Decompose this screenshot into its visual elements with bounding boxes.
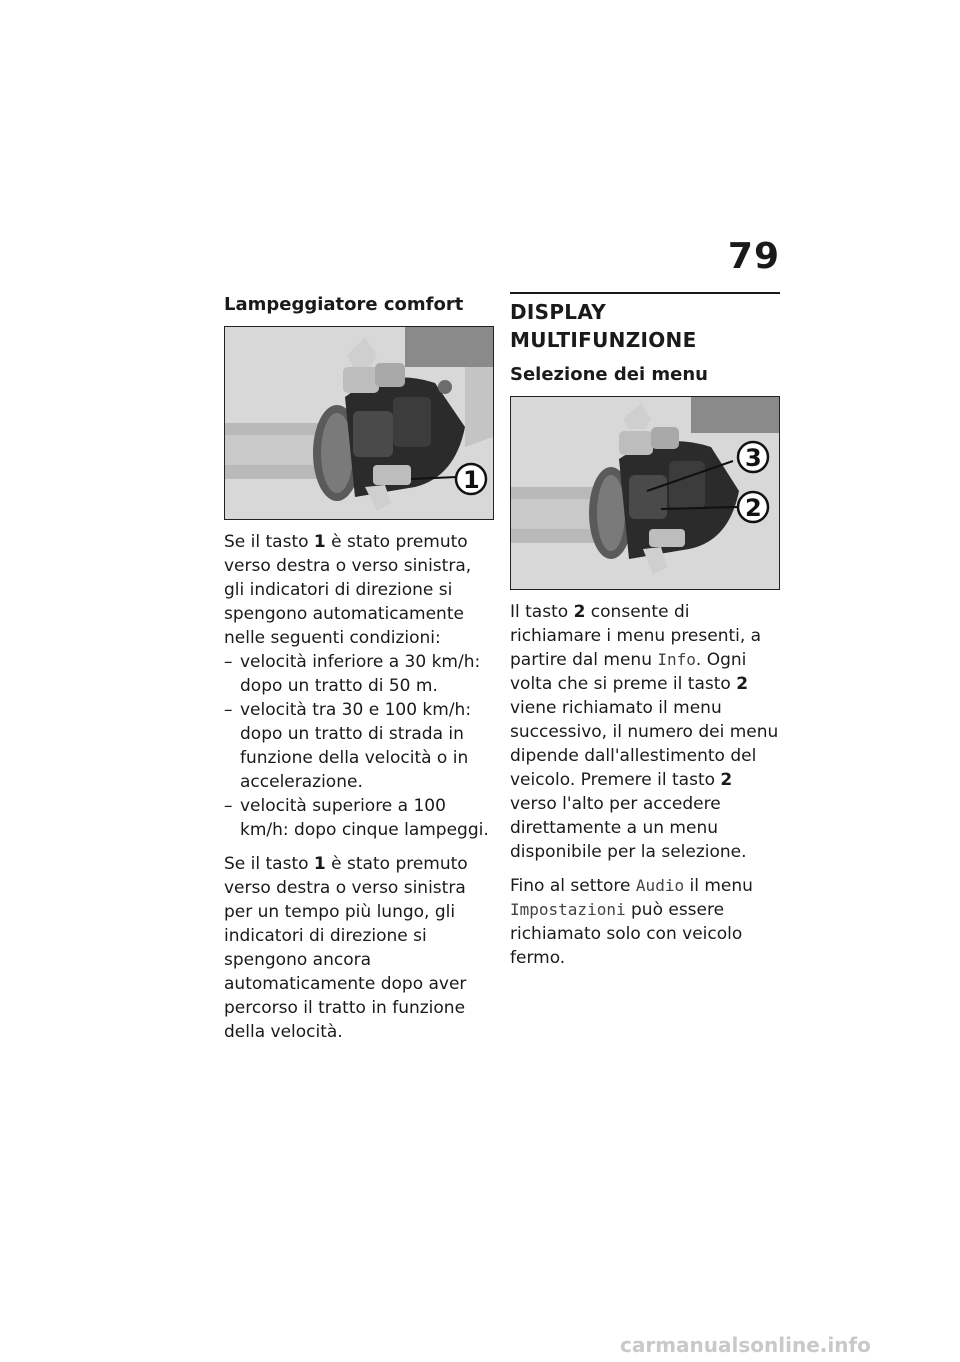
list-item: – velocità superiore a 100 km/h: dopo cinque lampeggi.: [224, 796, 489, 840]
footer-watermark: carmanualsonline.info: [620, 1333, 871, 1357]
heading-menu-selection: Selezione dei menu: [510, 364, 708, 385]
page-number: 79: [727, 236, 780, 277]
conditions-list: [224, 650, 494, 842]
paragraph-menu-button: Il tasto 2 consente di richiamare i menu presenti, a partire dal menu Info. Ogni volta che si preme il tasto 2 viene richiamato il menu successivo, il numero dei menu dipende dall'allestimento del veicolo. Premere il tasto 2 verso l'alto per accedere direttamente a un menu disponibile per la selezione.: [510, 602, 779, 862]
heading-comfort-indicator: Lampeggiatore comfort: [224, 294, 464, 315]
paragraph-long-press: Se il tasto 1 è stato premuto verso destra o verso sinistra per un tempo più lungo, gli indicatori di direzione si spengono ancora automaticamente dopo aver percorso il tratto in funzione della velocità.: [224, 854, 468, 1042]
right-column: [510, 292, 780, 970]
paragraph-indicator-conditions: Se il tasto 1 è stato premuto verso destra o verso sinistra, gli indicatori di direzione si spengono automaticamente nelle seguenti condizioni:: [224, 532, 472, 648]
left-column: [224, 292, 494, 1044]
callout-2: 2: [745, 494, 762, 522]
list-item: – velocità tra 30 e 100 km/h: dopo un tratto di strada in funzione della velocità o in accelerazione.: [224, 700, 472, 792]
callout-1: 1: [463, 466, 480, 494]
paragraph-settings-menu: Fino al settore Audio il menu Impostazioni può essere richiamato solo con veicolo fermo.: [510, 876, 753, 968]
handlebar-switch-figure-2: [510, 396, 780, 590]
section-title-multifunction-display: DISPLAY MULTIFUNZIONE: [510, 292, 780, 354]
handlebar-switch-figure-1: [224, 326, 494, 520]
list-item: – velocità inferiore a 30 km/h: dopo un tratto di 50 m.: [224, 652, 481, 696]
callout-3: 3: [745, 444, 762, 472]
